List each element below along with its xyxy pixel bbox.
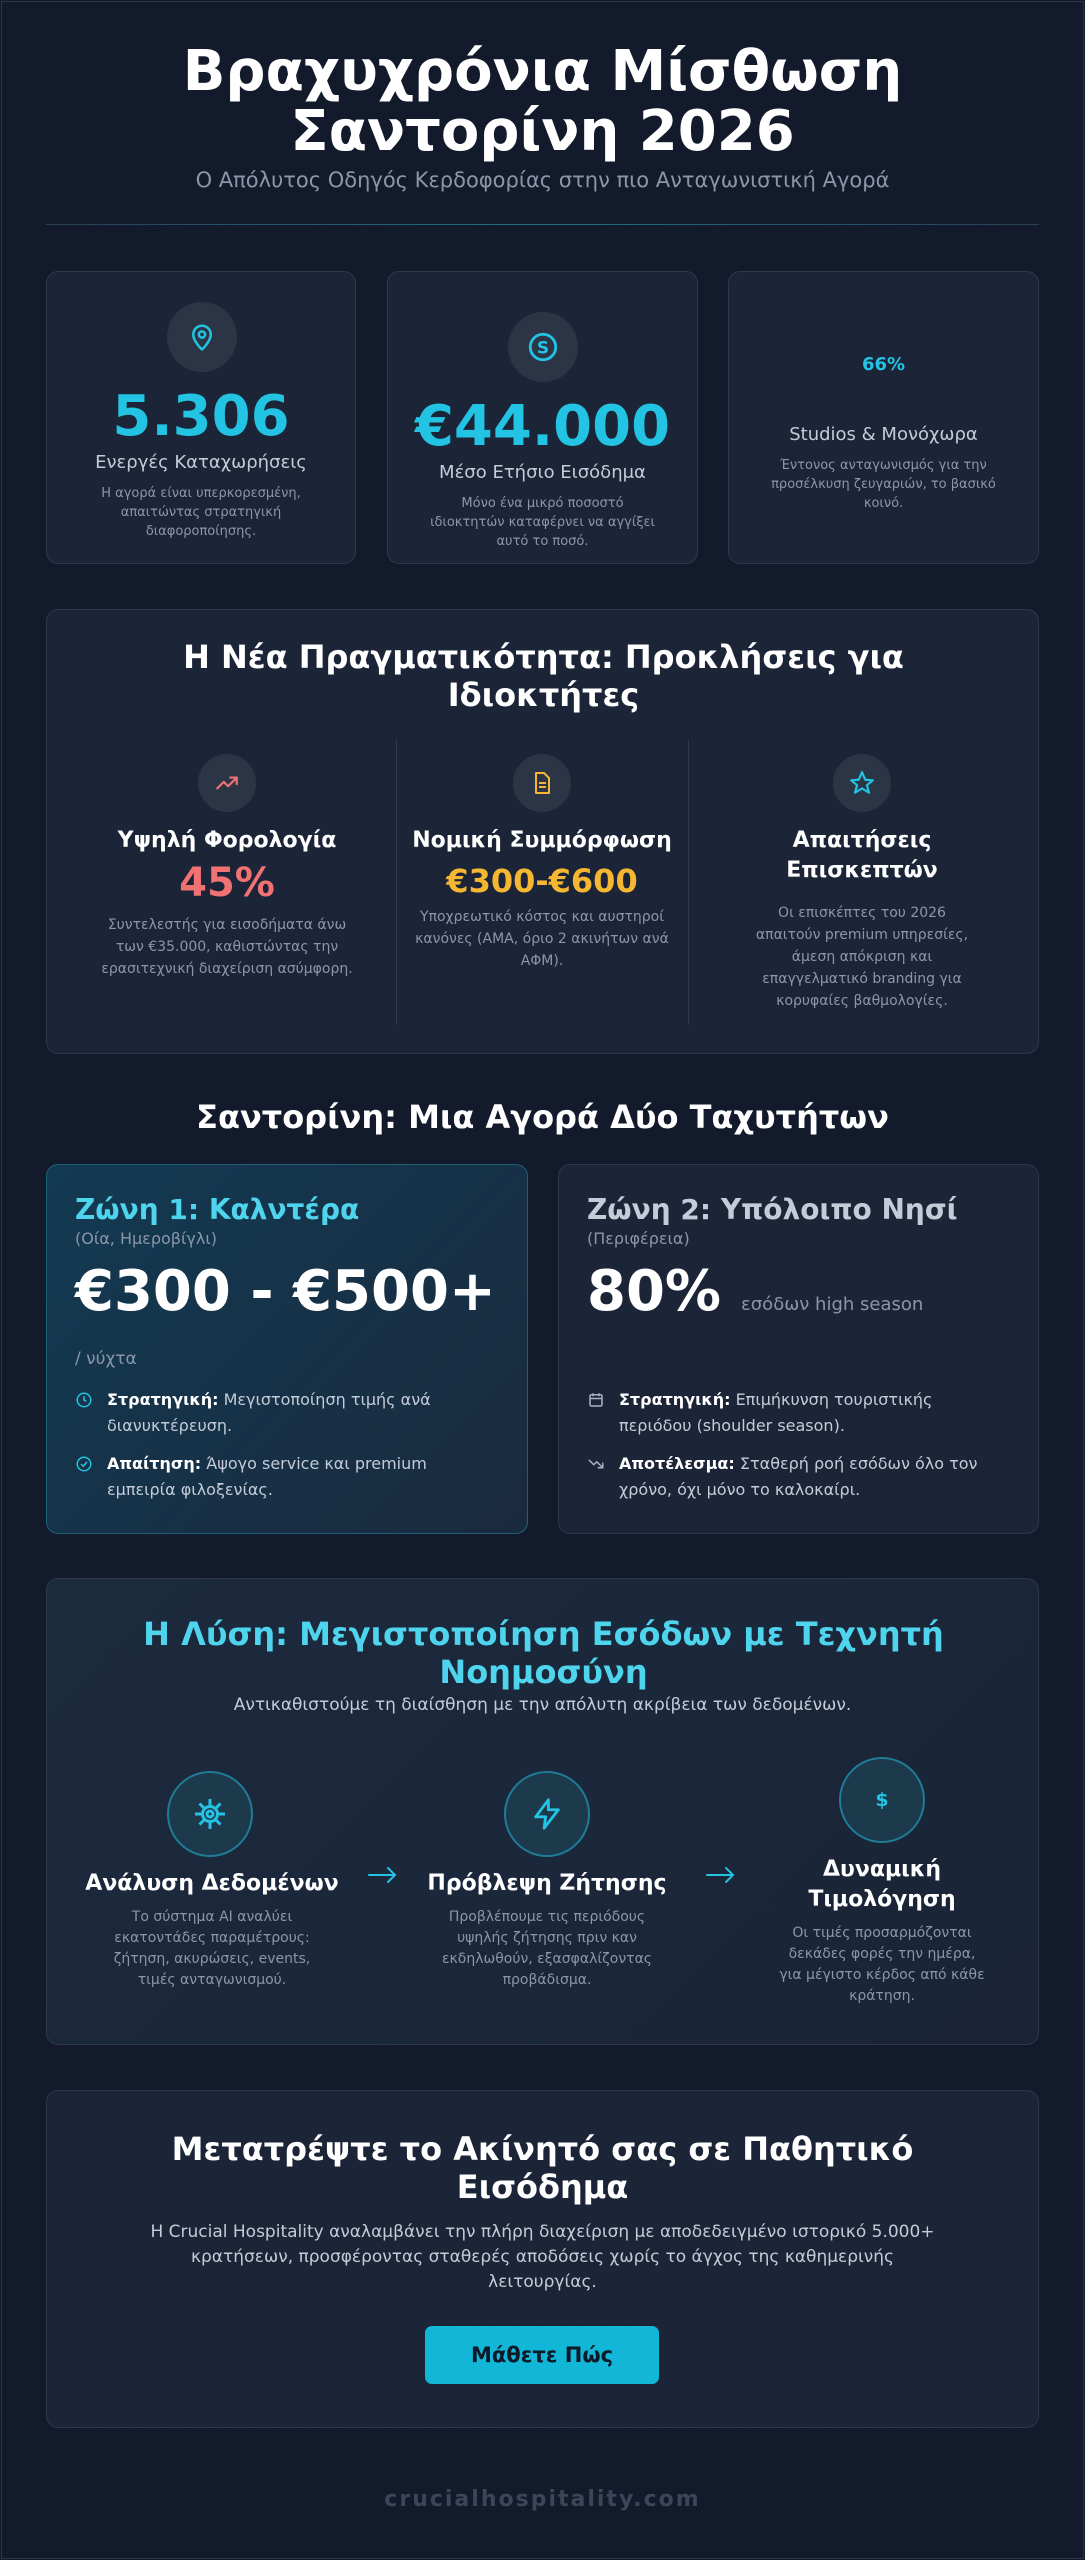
lightning-icon (504, 1771, 590, 1857)
solution-step-pricing (747, 1579, 1017, 2044)
challenge-guests (707, 610, 1017, 1053)
zone-subtitle: (Περιφέρεια) (587, 1229, 690, 1248)
stat-card-studios (728, 271, 1039, 564)
zone-rest-card (558, 1164, 1039, 1534)
zone-row-value: Άψογο service και premium εμπειρία φιλοξενίας. (107, 1454, 427, 1499)
challenge-title: Νομική Συμμόρφωση (412, 828, 672, 853)
solution-step-title: Ανάλυση Δεδομένων (85, 1871, 339, 1896)
stat-card-income (387, 271, 698, 564)
challenge-title: Απαιτήσεις Επισκεπτών (786, 828, 938, 883)
challenge-tax (77, 610, 377, 1053)
cta-title: Μετατρέψτε το Ακίνητό σας σε Παθητικό Εισόδημα (171, 2130, 914, 2206)
zone-row-text (107, 1451, 475, 1503)
solution-step-analysis (77, 1579, 347, 2044)
stat-note: Έντονος ανταγωνισμός για την προσέλκυση ζευγαριών, το βασικό κοινό. (771, 458, 996, 511)
cta-text: Η Crucial Hospitality αναλαμβάνει την πλήρη διαχείριση με αποδεδειγμένο ιστορικό 5.000+ κρατήσεων, προσφέροντας σταθερές αποδόσεις χωρίς το άγχος της καθημερινής λειτουργίας. (150, 2222, 935, 2292)
learn-how-button[interactable]: Μάθετε Πώς (425, 2326, 659, 2384)
challenges-title: Η Νέα Πραγματικότητα: Προκλήσεις για Ιδιοκτήτες (183, 638, 904, 714)
zone-result-row (587, 1451, 1007, 1503)
zone-row-text (619, 1387, 1007, 1439)
solution-step-note: Προβλέπουμε τις περιόδους υψηλής ζήτησης πριν καν εκδηλωθούν, εξασφαλίζοντας προβάδισμα. (441, 1909, 653, 1988)
stat-value: 5.306 (112, 384, 290, 449)
solution-step-title: Πρόβλεψη Ζήτησης (427, 1871, 667, 1896)
location-pin-icon (167, 302, 237, 372)
zone-row-text (107, 1387, 475, 1439)
zone-row-label: Στρατηγική: (619, 1390, 731, 1409)
zone-row-text (619, 1451, 1007, 1503)
zone-requirement-row (75, 1451, 475, 1503)
solution-panel (46, 1578, 1039, 2045)
coin-icon (508, 312, 578, 382)
stat-label: Studios & Μονόχωρα (789, 424, 978, 445)
stat-note: Η αγορά είναι υπερκορεσμένη, απαιτώντας στρατηγική διαφοροποίησης. (101, 486, 301, 539)
challenges-divider (688, 740, 689, 1025)
challenge-note: Συντελεστής για εισοδήματα άνω των €35.000, καθιστώντας την ερασιτεχνική διαχείριση ασύμφορη. (101, 917, 353, 977)
solution-step-forecast (412, 1579, 682, 2044)
zone-row-label: Απαίτηση: (107, 1454, 202, 1473)
footer-site-link[interactable]: crucialhospitality.com (384, 2487, 701, 2512)
solution-title: Η Λύση: Μεγιστοποίηση Εσόδων με Τεχνητή Νοημοσύνη (143, 1615, 944, 1691)
challenge-title: Υψηλή Φορολογία (117, 828, 337, 853)
page-title (0, 39, 1085, 164)
challenges-panel (46, 609, 1039, 1054)
zone-title: Ζώνη 1: Καλντέρα (75, 1193, 360, 1226)
dollar-icon (839, 1757, 925, 1843)
page-title-line2: Σαντορίνη 2026 (290, 99, 795, 164)
stat-value: €44.000 (414, 394, 671, 459)
stat-card-listings (46, 271, 356, 564)
cpu-icon (167, 1771, 253, 1857)
star-icon (833, 754, 891, 812)
arrow-right-icon (367, 1865, 399, 1889)
page-title-line1: Βραχυχρόνια Μίσθωση (182, 39, 903, 104)
header-divider (46, 224, 1039, 225)
document-icon (513, 754, 571, 812)
zone-row-label: Αποτέλεσμα: (619, 1454, 735, 1473)
trending-down-icon (587, 1455, 607, 1503)
zone-subtitle: (Οία, Ημεροβίγλι) (75, 1229, 217, 1248)
zone-caldera-card (46, 1164, 528, 1534)
stat-note: Μόνο ένα μικρό ποσοστό ιδιοκτητών καταφέρνει να αγγίξει αυτό το ποσό. (430, 496, 655, 549)
arrow-right-icon (705, 1865, 737, 1889)
challenge-legal (397, 610, 687, 1053)
zone-value-unit: εσόδων high season (741, 1294, 924, 1315)
calendar-icon (587, 1391, 607, 1439)
challenge-note: Οι επισκέπτες του 2026 απαιτούν premium υπηρεσίες, άμεση απόκριση και επαγγελματικό branding για κορυφαίες βαθμολογίες. (755, 905, 969, 1009)
zone-row-value: Σταθερή ροή εσόδων όλο τον χρόνο, όχι μόνο το καλοκαίρι. (619, 1454, 978, 1499)
solution-step-note: Το σύστημα AI αναλύει εκατοντάδες παραμέτρους: ζήτηση, ακυρώσεις, events, τιμές ανταγωνισμού. (113, 1909, 311, 1988)
zone-unit: / νύχτα (75, 1349, 137, 1369)
check-circle-icon (75, 1455, 95, 1503)
svg-text:S: S (536, 338, 550, 359)
page-subtitle: Ο Απόλυτος Οδηγός Κερδοφορίας στην πιο Ανταγωνιστική Αγορά (195, 168, 890, 192)
solution-subtitle: Αντικαθιστούμε τη διαίσθηση με την απόλυτη ακρίβεια των δεδομένων. (233, 1695, 852, 1715)
zone-value: 80% (587, 1259, 722, 1324)
zone-row-value: Μεγιστοποίηση τιμής ανά διανυκτέρευση. (107, 1390, 431, 1435)
zone-title: Ζώνη 2: Υπόλοιπο Νησί (587, 1193, 958, 1226)
trending-up-icon (198, 754, 256, 812)
zone-strategy-row (587, 1387, 1007, 1439)
zone-price: €300 - €500+ (75, 1259, 496, 1324)
challenge-note: Υποχρεωτικό κόστος και αυστηροί κανόνες (ΑΜΑ, όριο 2 ακινήτων ανά ΑΦΜ). (415, 909, 669, 969)
challenge-value: €300-€600 (446, 862, 638, 900)
stat-label: Μέσο Ετήσιο Εισόδημα (439, 462, 646, 483)
zone-row-value: Επιμήκυνση τουριστικής περιόδου (shoulder season). (619, 1390, 933, 1435)
zone-strategy-row (75, 1387, 475, 1439)
solution-step-note: Οι τιμές προσαρμόζονται δεκάδες φορές την ημέρα, για μέγιστο κέρδος από κάθε κράτηση. (779, 1925, 985, 2004)
solution-step-title: Δυναμική Τιμολόγηση (808, 1857, 956, 1912)
stat-value: 66% (861, 354, 906, 375)
zones-title: Σαντορίνη: Μια Αγορά Δύο Ταχυτήτων (196, 1098, 889, 1136)
zone-metric (587, 1259, 923, 1324)
clock-icon (75, 1391, 95, 1439)
stat-label: Ενεργές Καταχωρήσεις (95, 452, 307, 473)
svg-text:$: $ (875, 1789, 889, 1811)
challenge-value: 45% (179, 860, 275, 906)
zone-row-label: Στρατηγική: (107, 1390, 219, 1409)
